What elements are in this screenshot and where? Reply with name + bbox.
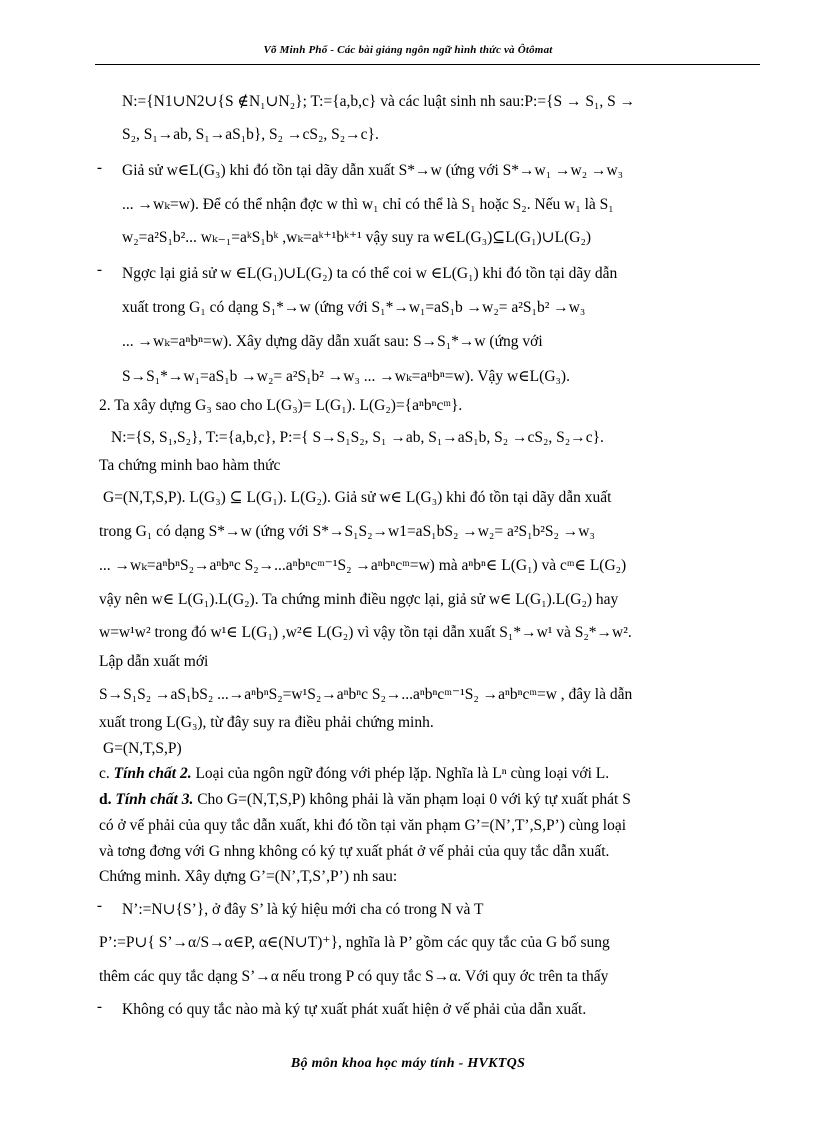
property-text: Cho G=(N,T,S,P) không phải là văn phạm loại 0 với ký tự xuất phát S xyxy=(197,791,631,808)
text-line: S₂, S₁→ab, S₁→aS₁b}, S₂ →cS₂, S₂→c}. xyxy=(122,126,379,143)
text-line: ... →wₖ=aⁿbⁿ=w). Xây dựng dãy dẫn xuất sau: S→S₁*→w (ứng với xyxy=(122,333,543,350)
property-text: Loại của ngôn ngữ đóng với phép lặp. Nghĩa là Lⁿ cùng loại với L. xyxy=(195,765,610,782)
page-footer: Bộ môn khoa học máy tính - HVKTQS xyxy=(290,1056,526,1071)
bullet-dash: - xyxy=(97,898,102,914)
bullet-dash: - xyxy=(97,160,102,176)
text-line: N:={S, S₁,S₂}, T:={a,b,c}, P:={ S→S₁S₂, S₁ →ab, S₁→aS₁b, S₂ →cS₂, S₂→c}. xyxy=(111,429,604,446)
text-line: 2. Ta xây dựng G₃ sao cho L(G₃)= L(G₁). L(G₂)={aⁿbⁿcᵐ}. xyxy=(99,397,463,414)
text-line: G=(N,T,S,P). L(G₃) ⊆ L(G₁). L(G₂). Giả sử w∈ L(G₃) khi đó tồn tại dãy dẫn xuất xyxy=(103,489,612,506)
bullet-dash: - xyxy=(97,262,102,278)
header-rule xyxy=(95,64,760,65)
text-line: xuất trong G₁ có dạng S₁*→w (ứng với S₁*→w₁=aS₁b →w₂= a²S₁b² →w₃ xyxy=(122,299,586,316)
text-line: Lập dẫn xuất mới xyxy=(99,653,209,670)
text-line: S→S₁*→w₁=aS₁b →w₂= a²S₁b² →w₃ ... →wₖ=aⁿbⁿ=w). Vậy w∈L(G₃). xyxy=(122,368,570,385)
text-line: Ta chứng minh bao hàm thức xyxy=(99,457,281,474)
text-line: có ở vế phải của quy tắc dẫn xuất, khi đó tồn tại văn phạm G’=(N’,T’,S,P’) cùng loại xyxy=(99,817,627,834)
bullet-dash: - xyxy=(97,999,102,1015)
text-line: Không có quy tắc nào mà ký tự xuất phát xuất hiện ở vế phải của dẫn xuất. xyxy=(122,1001,587,1018)
text-line: S→S₁S₂ →aS₁bS₂ ...→aⁿbⁿS₂=w¹S₂→aⁿbⁿc S₂→...aⁿbⁿcᵐ⁻¹S₂ →aⁿbⁿcᵐ=w , đây là dẫn xyxy=(99,686,633,703)
text-line: G=(N,T,S,P) xyxy=(103,740,182,757)
text-line: ... →wₖ=aⁿbⁿS₂→aⁿbⁿc S₂→...aⁿbⁿcᵐ⁻¹S₂ →aⁿbⁿcᵐ=w) mà aⁿbⁿ∈ L(G₁) và cᵐ∈ L(G₂) xyxy=(99,557,627,574)
text-line: Ngợc lại giả sử w ∈L(G₁)∪L(G₂) ta có thể coi w ∈L(G₁) khi đó tồn tại dãy dẫn xyxy=(122,265,618,282)
text-line: P’:=P∪{ S’→α/S→α∈P, α∈(N∪T)⁺}, nghĩa là P’ gồm các quy tắc của G bổ sung xyxy=(99,934,610,951)
text-line: N’:=N∪{S’}, ở đây S’ là ký hiệu mới cha có trong N và T xyxy=(122,901,484,918)
text-line: N:={N1∪N2∪{S ∉N₁∪N₂}; T:={a,b,c} và các luật sinh nh sau:P:={S → S₁, S → xyxy=(122,93,636,110)
text-line: Giả sử w∈L(G₃) khi đó tồn tại dãy dẫn xuất S*→w (ứng với S*→w₁ →w₂ →w₃ xyxy=(122,162,624,179)
text-line: trong G₁ có dạng S*→w (ứng với S*→S₁S₂→w1=aS₁bS₂ →w₂= a²S₁b²S₂ →w₃ xyxy=(99,523,595,540)
text-line: và tơng đơng với G nhng không có ký tự xuất phát ở vế phải của quy tắc dẫn xuất. xyxy=(99,843,610,860)
text-line: xuất trong L(G₃), từ đây suy ra điều phải chứng minh. xyxy=(99,714,434,731)
text-line xyxy=(99,791,631,809)
property-title: Tính chất 2. xyxy=(113,765,192,782)
text-line: vậy nên w∈ L(G₁).L(G₂). Ta chứng minh điều ngợc lại, giả sử w∈ L(G₁).L(G₂) hay xyxy=(99,591,619,608)
text-line xyxy=(99,765,609,783)
property-title: Tính chất 3. xyxy=(115,791,194,808)
item-letter: c. xyxy=(99,765,110,782)
text-line: Chứng minh. Xây dựng G’=(N’,T,S’,P’) nh sau: xyxy=(99,868,398,885)
text-line: thêm các quy tắc dạng S’→α nếu trong P có quy tắc S→α. Với quy ớc trên ta thấy xyxy=(99,968,609,985)
page-header: Võ Minh Phổ - Các bài giảng ngôn ngữ hình thức và Ôtômat xyxy=(263,44,553,56)
item-letter: d. xyxy=(99,791,112,808)
text-line: ... →wₖ=w). Để có thể nhận đợc w thì w₁ chỉ có thể là S₁ hoặc S₂. Nếu w₁ là S₁ xyxy=(122,196,614,213)
text-line: w₂=a²S₁b²... wₖ₋₁=aᵏS₁bᵏ ,wₖ=aᵏ⁺¹bᵏ⁺¹ vậy suy ra w∈L(G₃)⊆L(G₁)∪L(G₂) xyxy=(122,229,592,246)
text-line: w=w¹w² trong đó w¹∈ L(G₁) ,w²∈ L(G₂) vì vậy tồn tại dẫn xuất S₁*→w¹ và S₂*→w². xyxy=(99,624,632,641)
